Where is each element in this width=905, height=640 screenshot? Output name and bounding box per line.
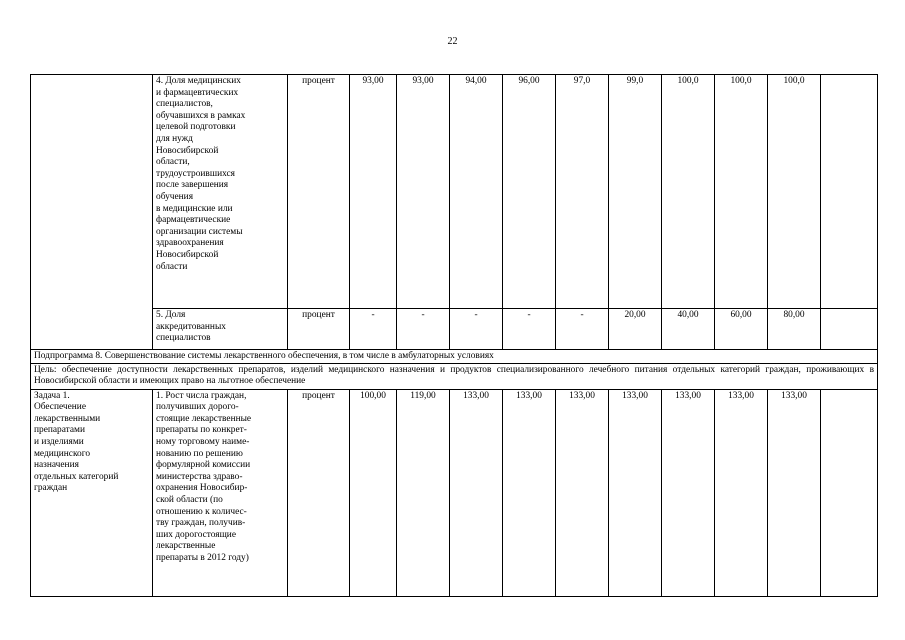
note-cell — [821, 309, 878, 350]
value-cell: 133,00 — [609, 389, 662, 596]
unit-cell: процент — [288, 389, 350, 596]
value-cell: 133,00 — [768, 389, 821, 596]
value-cell: - — [397, 309, 450, 350]
value-cell: 94,00 — [450, 75, 503, 309]
value-cell: 100,0 — [715, 75, 768, 309]
table-row — [31, 75, 878, 309]
subprogram-row — [31, 350, 878, 364]
page-number: 22 — [447, 36, 458, 47]
value-cell: 96,00 — [503, 75, 556, 309]
value-cell: - — [503, 309, 556, 350]
indicator-cell: 4. Доля медицинских и фармацевтических специалистов, обучавшихся в рамках целевой подготовки для нужд Новосибирской области, трудоустроившихся после завершения обучения в медицинские или фармацевтические организации системы здравоохранения Новосибирской области — [153, 75, 288, 309]
unit-cell: процент — [288, 75, 350, 309]
table-row — [31, 309, 878, 350]
note-cell — [821, 389, 878, 596]
value-cell: 93,00 — [350, 75, 397, 309]
value-cell: 60,00 — [715, 309, 768, 350]
task-cell: Задача 1. Обеспечение лекарственными препаратами и изделиями медицинского назначения отдельных категорий граждан — [31, 389, 153, 596]
value-cell: 93,00 — [397, 75, 450, 309]
value-cell: 100,0 — [768, 75, 821, 309]
value-cell: 20,00 — [609, 309, 662, 350]
subprogram-title: Подпрограмма 8. Совершенствование системы лекарственного обеспечения, в том числе в амбулаторных условиях — [31, 350, 878, 364]
value-cell: 100,0 — [662, 75, 715, 309]
value-cell: 119,00 — [397, 389, 450, 596]
goal-row — [31, 363, 878, 389]
value-cell: - — [450, 309, 503, 350]
goal-text: Цель: обеспечение доступности лекарственных препаратов, изделий медицинского назначения и продуктов специализированного лечебного питания отдельных категорий граждан, проживающих в Новосибирской области и имеющих право на льготное обеспечение — [31, 363, 878, 389]
value-cell: 133,00 — [662, 389, 715, 596]
indicators-table — [30, 74, 878, 597]
value-cell: 97,0 — [556, 75, 609, 309]
value-cell: 133,00 — [450, 389, 503, 596]
indicator-cell: 5. Доля аккредитованных специалистов — [153, 309, 288, 350]
task-cell — [31, 75, 153, 350]
value-cell: - — [350, 309, 397, 350]
note-cell — [821, 75, 878, 309]
table-row — [31, 389, 878, 596]
value-cell: 133,00 — [503, 389, 556, 596]
unit-cell: процент — [288, 309, 350, 350]
value-cell: - — [556, 309, 609, 350]
value-cell: 80,00 — [768, 309, 821, 350]
value-cell: 100,00 — [350, 389, 397, 596]
value-cell: 133,00 — [556, 389, 609, 596]
indicator-cell: 1. Рост числа граждан, получивших дорого- стоящие лекарственные препараты по конкрет- ному торговому наиме- нованию по решению формулярной комиссии министерства здраво- охранения Новосибир- ской области (по отношению к количес- тву граждан, получив- ших дорогостоящие лекарственные препараты в 2012 году) — [153, 389, 288, 596]
value-cell: 99,0 — [609, 75, 662, 309]
value-cell: 40,00 — [662, 309, 715, 350]
value-cell: 133,00 — [715, 389, 768, 596]
